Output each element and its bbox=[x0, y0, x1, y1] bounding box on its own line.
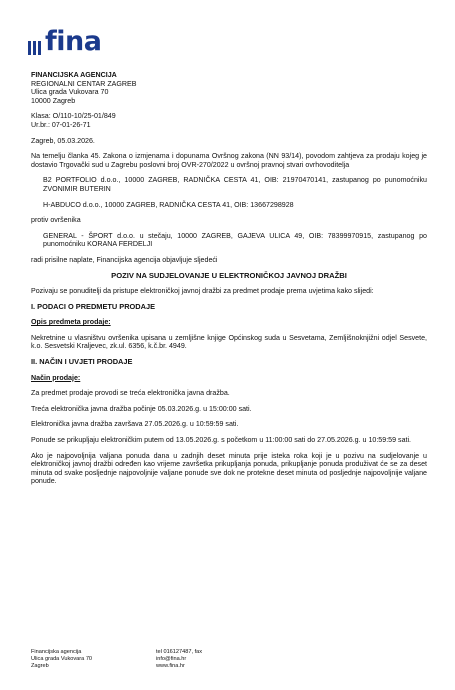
sale-paragraph-4: Ponude se prikupljaju elektroničkim putem od 13.05.2026.g. s početkom u 11:00:00 sati do 27.05.2026.g. u 10:59:59 sati. bbox=[31, 436, 412, 445]
footer-line: Zagreb bbox=[31, 663, 49, 669]
footer-website: www.fina.hr bbox=[156, 663, 185, 669]
footer-contact bbox=[156, 649, 281, 670]
sale-paragraph-2: Treća elektronička javna dražba počinje 05.03.2026.g. u 15:00:00 sati. bbox=[31, 404, 252, 413]
section-1-heading: I. PODACI O PREDMETU PRODAJE bbox=[31, 301, 156, 311]
sale-paragraph-3: Elektronička javna dražba završava 27.05.2026.g. u 10:59:59 sati. bbox=[31, 420, 239, 429]
logo-text: fina bbox=[45, 26, 102, 57]
section-2-heading: II. NAČIN I UVJETI PRODAJE bbox=[31, 357, 133, 367]
against-label: protiv ovršenika bbox=[31, 216, 81, 225]
street-address: Ulica grada Vukovara 70 bbox=[31, 88, 109, 97]
section-2-subheading: Način prodaje: bbox=[31, 373, 81, 382]
page-footer bbox=[31, 649, 427, 670]
footer-email: info@fina.hr bbox=[156, 656, 187, 662]
footer-line: Financijska agencija bbox=[31, 649, 82, 655]
org-name: FINANCIJSKA AGENCIJA bbox=[31, 71, 117, 79]
city-address: 10000 Zagreb bbox=[31, 96, 76, 105]
creditor-2: H-ABDUCO d.o.o., 10000 ZAGREB, RADNIČKA CESTA 41, OIB: 13667298928 bbox=[43, 200, 294, 209]
property-description: Nekretnine u vlasništvu ovršenika upisana u zemljišne knjige Općinskog suda u Sesvetama, Zemljišnoknjižni odjel Sesvete, k.o. Sesvetski Kraljevec, zk.ul. 6356, k.č.br. 4949. bbox=[31, 333, 427, 351]
sale-paragraph-1: Za predmet prodaje provodi se treća elektronička javna dražba. bbox=[31, 389, 230, 398]
logo-bars-icon bbox=[28, 35, 41, 55]
fina-logo bbox=[28, 28, 101, 55]
footer-phone: tel 016127487, fax bbox=[156, 649, 203, 655]
klasa-ref: Klasa: O/110-10/25-01/849 bbox=[31, 112, 116, 121]
document-body bbox=[31, 71, 427, 486]
purpose-line: radi prisilne naplate, Financijska agencija objavljuje sljedeći bbox=[31, 255, 218, 264]
regional-centre: REGIONALNI CENTAR ZAGREB bbox=[31, 79, 137, 88]
sale-paragraph-5: Ako je najpovoljnija valjana ponuda dana u zadnjih deset minuta prije isteka roka koji je u pozivu na sudjelovanje u elektroničkoj javnoj dražbi određen kao vrijeme završetka prikupljanja ponuda, prikupljanje ponuda produživat će se za deset minuta od svake posljednje najpovoljnije valjane ponude sve dok ne protekne deset minuta od posljednje najpovoljnije valjane ponude. bbox=[31, 451, 427, 486]
footer-line: Ulica grada Vukovara 70 bbox=[31, 656, 93, 662]
intro-paragraph: Na temelju članka 45. Zakona o izmjenama i dopunama Ovršnog zakona (NN 93/14), povodom zahtjeva za prodaju kojeg je dostavio Trgovački sud u Zagrebu poslovni broj OVR-270/2022 u ovršnoj pravnoj stvari ovrhovoditelja bbox=[31, 152, 427, 169]
urbr-ref: Ur.br.: 07-01-26-71 bbox=[31, 120, 91, 129]
footer-address bbox=[31, 649, 156, 670]
document-title: POZIV NA SUDJELOVANJE U ELEKTRONIČKOJ JAVNOJ DRAŽBI bbox=[111, 270, 347, 280]
date-line: Zagreb, 05.03.2026. bbox=[31, 136, 95, 145]
section-1-subheading: Opis predmeta prodaje: bbox=[31, 318, 111, 327]
invitation-paragraph: Pozivaju se ponuditelji da pristupe elektroničkoj javnoj dražbi za predmet prodaje prema uvjetima kako slijedi: bbox=[31, 287, 374, 296]
creditor-1: B2 PORTFOLIO d.o.o., 10000 ZAGREB, RADNIČKA CESTA 41, OIB: 21970470141, zastupanog po punomoćniku ZVONIMIR BUTERIN bbox=[43, 176, 427, 193]
debtor: GENERAL - ŠPORT d.o.o. u stečaju, 10000 ZAGREB, GAJEVA ULICA 49, OIB: 78399970915, zastupanog po punomoćniku KORANA FERDELJI bbox=[43, 231, 427, 249]
